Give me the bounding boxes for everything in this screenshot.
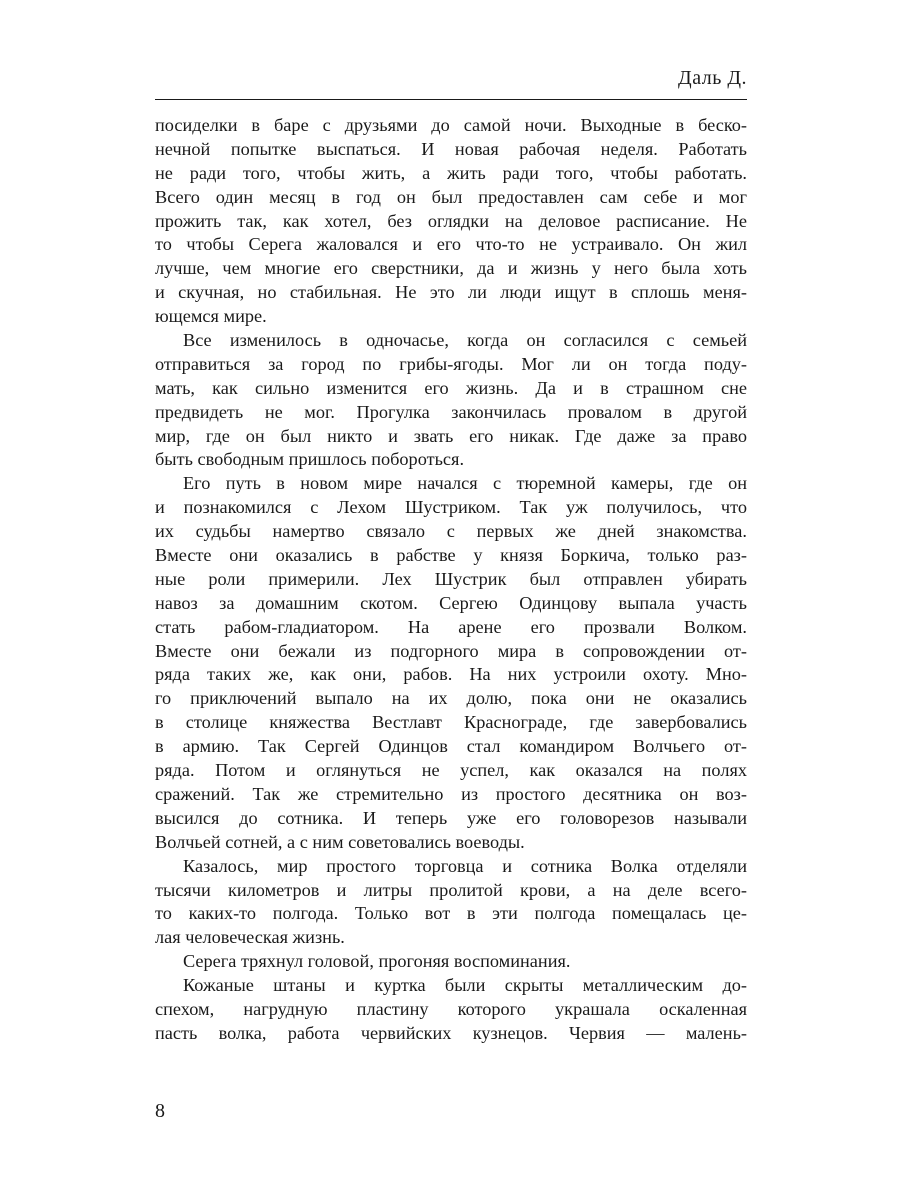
text-line: их судьбы намертво связало с первых же дней знакомства. (155, 521, 747, 542)
paragraph-5 (155, 950, 747, 974)
text-line: го приключений выпало на их долю, пока они не оказались (155, 688, 747, 709)
text-line: Кожаные штаны и куртка были скрыты металлическим до- (183, 975, 747, 996)
text-line: посиделки в баре с друзьями до самой ночи. Выходные в беско- (155, 115, 747, 135)
text-line: Казалось, мир простого торговца и сотника Волка отделяли (183, 855, 747, 876)
text-line: ряда таких же, как они, рабов. На них устроили охоту. Мно- (155, 664, 747, 685)
text-line: Все изменилось в одночасье, когда он согласился с семьей (183, 330, 747, 351)
text-line: не ради того, чтобы жить, а жить ради того, чтобы работать. (155, 162, 747, 183)
text-line: прожить так, как хотел, без оглядки на деловое расписание. Не (155, 210, 747, 231)
running-header (155, 63, 747, 100)
text-line: спехом, нагрудную пластину которого украшала оскаленная (155, 998, 747, 1019)
text-line: быть свободным пришлось побороться. (155, 449, 465, 470)
text-line: Вместе они бежали из подгорного мира в сопровождении от- (155, 640, 747, 661)
text-line: мать, как сильно изменится его жизнь. Да и в страшном сне (155, 377, 747, 398)
paragraph-2 (155, 329, 747, 472)
text-line: Волчьей сотней, а с ним советовались воеводы. (155, 831, 525, 852)
text-line: стать рабом-гладиатором. На арене его прозвали Волком. (155, 616, 747, 637)
page-number: 8 (155, 1100, 165, 1122)
text-line: то каких-то полгода. Только вот в эти полгода помещалась це- (155, 903, 747, 924)
text-line: Серега тряхнул головой, прогоняя воспоминания. (183, 951, 571, 972)
text-line: ряда. Потом и оглянуться не успел, как оказался на полях (155, 760, 747, 781)
text-line: пасть волка, работа червийских кузнецов. Червия — малень- (155, 1022, 747, 1043)
text-line: навоз за домашним скотом. Сергею Одинцову выпала участь (155, 592, 747, 613)
text-line: ющемся мире. (155, 306, 267, 327)
text-block (155, 114, 747, 1046)
text-line: в столице княжества Вестлавт Краснограде, где завербовались (155, 712, 747, 733)
text-line: Всего один месяц в год он был предоставлен сам себе и мог (155, 186, 747, 207)
text-line: мир, где он был никто и звать его никак. Где даже за право (155, 425, 747, 446)
text-line: Вместе они оказались в рабстве у князя Боркича, только раз- (155, 545, 747, 566)
text-line: предвидеть не мог. Прогулка закончилась провалом в другой (155, 401, 747, 422)
text-line: Его путь в новом мире начался с тюремной камеры, где он (183, 473, 747, 494)
text-line: лучше, чем многие его сверстники, да и жизнь у него была хоть (155, 258, 747, 279)
text-line: ные роли примерили. Лех Шустрик был отправлен убирать (155, 568, 747, 589)
paragraph-6 (155, 974, 747, 1046)
text-line: в армию. Так Сергей Одинцов стал командиром Волчьего от- (155, 736, 747, 757)
running-title: Даль Д. (678, 67, 747, 89)
text-line: и скучная, но стабильная. Не это ли люди ищут в сплошь меня- (155, 282, 747, 303)
text-line: лая человеческая жизнь. (155, 927, 345, 948)
paragraph-3 (155, 472, 747, 854)
text-line: то чтобы Серега жаловался и его что-то не устраивало. Он жил (155, 234, 747, 255)
text-line: сражений. Так же стремительно из простого десятника он воз- (155, 783, 747, 804)
paragraph-1 (155, 114, 747, 329)
text-line: тысячи километров и литры пролитой крови, а на деле всего- (155, 879, 747, 900)
text-line: высился до сотника. И теперь уже его головорезов называли (155, 807, 747, 828)
text-line: отправиться за город по грибы-ягоды. Мог ли он тогда поду- (155, 353, 747, 374)
text-line: нечной попытке выспаться. И новая рабочая неделя. Работать (155, 138, 747, 159)
paragraph-4 (155, 855, 747, 951)
text-line: и познакомился с Лехом Шустриком. Так уж получилось, что (155, 497, 747, 518)
